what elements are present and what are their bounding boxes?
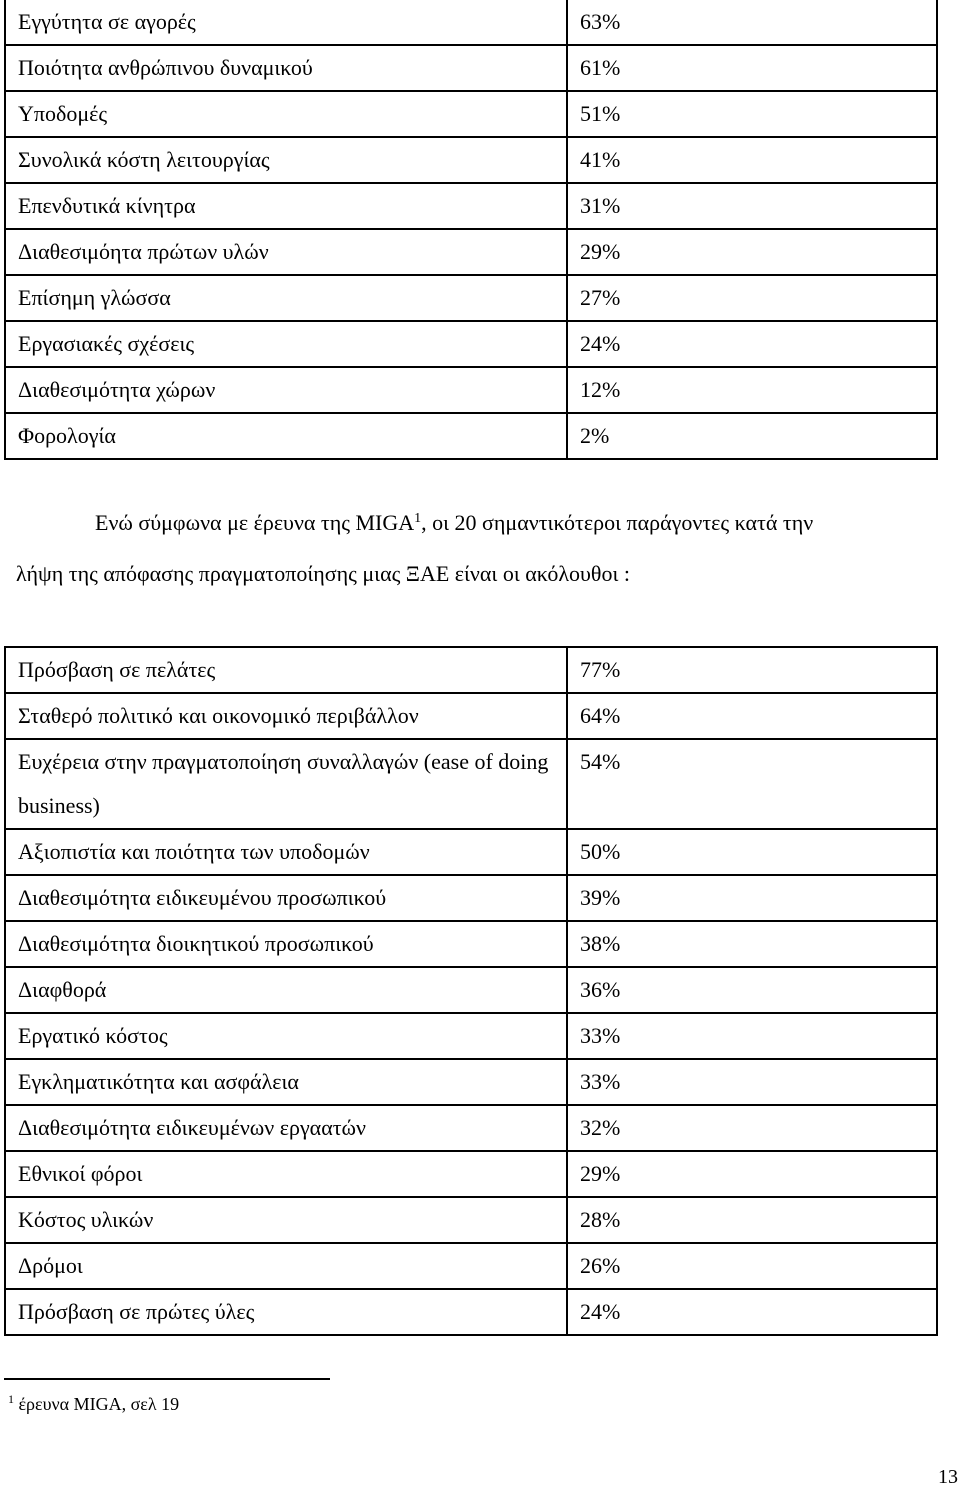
factor-cell: Αξιοπιστία και ποιότητα των υποδομών: [5, 829, 567, 875]
percentage-cell: 63%: [567, 0, 937, 45]
factor-cell: Διαθεσιμότητα διοικητικού προσωπικού: [5, 921, 567, 967]
factor-cell: Διαθεσιμότητα χώρων: [5, 367, 567, 413]
table-row: [5, 45, 937, 91]
table-row: [5, 413, 937, 459]
body-paragraph-line-1: [95, 510, 960, 536]
table-row: [5, 1243, 937, 1289]
factor-cell: Πρόσβαση σε πελάτες: [5, 647, 567, 693]
table-row: [5, 1289, 937, 1335]
factor-cell: Συνολικά κόστη λειτουργίας: [5, 137, 567, 183]
miga-factors-table-body: [5, 647, 937, 1335]
percentage-cell: 77%: [567, 647, 937, 693]
percentage-cell: 36%: [567, 967, 937, 1013]
percentage-cell: 50%: [567, 829, 937, 875]
footnote: [8, 1392, 179, 1415]
footnote-separator: [4, 1378, 330, 1380]
table-row: [5, 229, 937, 275]
table-row: [5, 137, 937, 183]
percentage-cell: 51%: [567, 91, 937, 137]
table-row: [5, 967, 937, 1013]
footnote-text: έρευνα MIGA, σελ 19: [18, 1394, 180, 1414]
factor-cell: Επενδυτικά κίνητρα: [5, 183, 567, 229]
factor-cell: Εργασιακές σχέσεις: [5, 321, 567, 367]
table-row: [5, 1151, 937, 1197]
factor-cell: Εγγύτητα σε αγορές: [5, 0, 567, 45]
table-row: [5, 1197, 937, 1243]
factor-cell: Ποιότητα ανθρώπινου δυναμικού: [5, 45, 567, 91]
paragraph-text: Ενώ σύμφωνα με έρευνα της MIGA: [95, 510, 415, 535]
table-row: [5, 183, 937, 229]
miga-factors-table: [4, 646, 938, 1336]
factor-cell: Διαθεσιμόητα πρώτων υλών: [5, 229, 567, 275]
factor-cell: Διαθεσιμότητα ειδικευμένου προσωπικού: [5, 875, 567, 921]
table-row: [5, 367, 937, 413]
table-row: [5, 875, 937, 921]
footnote-number: 1: [8, 1392, 14, 1406]
percentage-cell: 29%: [567, 229, 937, 275]
percentage-cell: 54%: [567, 739, 937, 829]
percentage-cell: 28%: [567, 1197, 937, 1243]
table-row: [5, 0, 937, 45]
factor-cell: Ευχέρεια στην πραγματοποίηση συναλλαγών (ease of doing business): [5, 739, 567, 829]
table-row: [5, 91, 937, 137]
table-row: [5, 1059, 937, 1105]
factor-cell: Πρόσβαση σε πρώτες ύλες: [5, 1289, 567, 1335]
table-row: [5, 275, 937, 321]
percentage-cell: 61%: [567, 45, 937, 91]
percentage-cell: 39%: [567, 875, 937, 921]
percentage-cell: 27%: [567, 275, 937, 321]
table-row: [5, 739, 937, 829]
factor-cell: Εθνικοί φόροι: [5, 1151, 567, 1197]
factor-cell: Φορολογία: [5, 413, 567, 459]
percentage-cell: 31%: [567, 183, 937, 229]
table-row: [5, 921, 937, 967]
factor-cell: Κόστος υλικών: [5, 1197, 567, 1243]
factor-cell: Σταθερό πολιτικό και οικονομικό περιβάλλον: [5, 693, 567, 739]
table-row: [5, 1013, 937, 1059]
table-row: [5, 693, 937, 739]
location-factors-table-body: [5, 0, 937, 459]
percentage-cell: 38%: [567, 921, 937, 967]
percentage-cell: 33%: [567, 1013, 937, 1059]
percentage-cell: 64%: [567, 693, 937, 739]
percentage-cell: 29%: [567, 1151, 937, 1197]
table-row: [5, 647, 937, 693]
body-paragraph-line-2: λήψη της απόφασης πραγματοποίησης μιας ΞΑΕ είναι οι ακόλουθοι :: [16, 561, 631, 586]
percentage-cell: 32%: [567, 1105, 937, 1151]
percentage-cell: 41%: [567, 137, 937, 183]
page-number: 13: [938, 1466, 958, 1488]
table-row: [5, 1105, 937, 1151]
percentage-cell: 12%: [567, 367, 937, 413]
percentage-cell: 2%: [567, 413, 937, 459]
factor-cell: Δρόμοι: [5, 1243, 567, 1289]
percentage-cell: 24%: [567, 321, 937, 367]
paragraph-text: , οι 20 σημαντικότεροι παράγοντες κατά την: [421, 510, 814, 535]
factor-cell: Εγκληματικότητα και ασφάλεια: [5, 1059, 567, 1105]
percentage-cell: 24%: [567, 1289, 937, 1335]
percentage-cell: 33%: [567, 1059, 937, 1105]
factor-cell: Διαθεσιμότητα ειδικευμένων εργαατών: [5, 1105, 567, 1151]
factor-cell: Διαφθορά: [5, 967, 567, 1013]
factor-cell: Εργατικό κόστος: [5, 1013, 567, 1059]
factor-cell: Επίσημη γλώσσα: [5, 275, 567, 321]
table-row: [5, 829, 937, 875]
footnote-reference: 1: [414, 511, 422, 526]
table-row: [5, 321, 937, 367]
percentage-cell: 26%: [567, 1243, 937, 1289]
factor-cell: Υποδομές: [5, 91, 567, 137]
location-factors-table: [4, 0, 938, 460]
